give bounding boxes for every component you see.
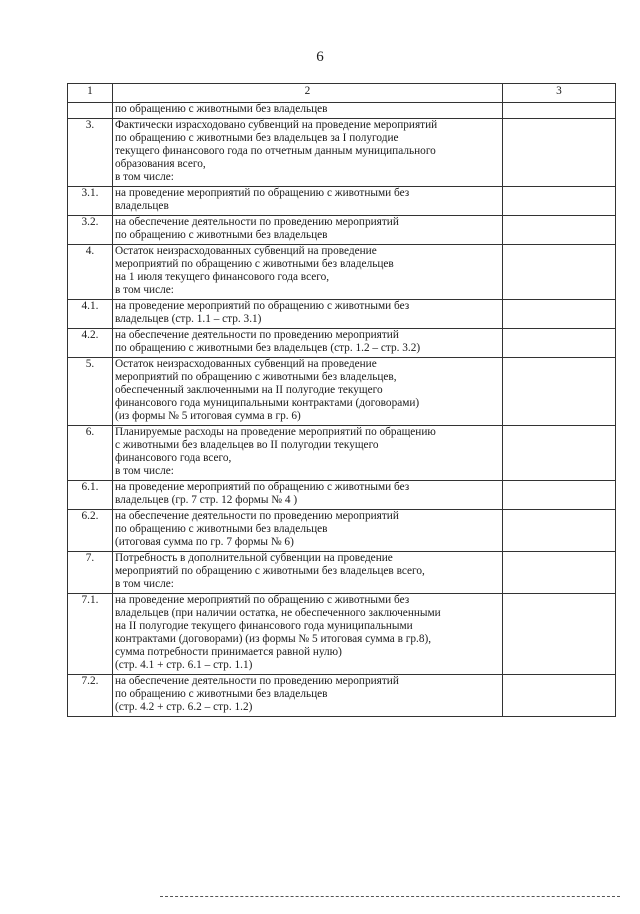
- row-description: на проведение мероприятий по обращению с животными без владельцев: [113, 187, 503, 216]
- row-value-cell: [503, 552, 616, 594]
- row-value-cell: [503, 119, 616, 187]
- row-value-cell: [503, 329, 616, 358]
- row-number: 6.2.: [68, 510, 113, 552]
- row-description: на проведение мероприятий по обращению с животными без владельцев (при наличии остатка, не обеспеченного заключенными на II полугодие текущего финансового года муниципальными контрактами (договорами) (из формы № 5 итоговая сумма в гр.8), сумма потребности принимается равной нулю) (стр. 4.1 + стр. 6.1 – стр. 1.1): [113, 594, 503, 675]
- row-value-cell: [503, 300, 616, 329]
- table-row: [68, 510, 616, 552]
- row-description: Фактически израсходовано субвенций на проведение мероприятий по обращению с животными без владельцев за I полугодие текущего финансового года по отчетным данным муниципального образования всего, в том числе:: [113, 119, 503, 187]
- row-description: на обеспечение деятельности по проведению мероприятий по обращению с животными без владельцев (итоговая сумма по гр. 7 формы № 6): [113, 510, 503, 552]
- row-description: Потребность в дополнительной субвенции на проведение мероприятий по обращению с животными без владельцев всего, в том числе:: [113, 552, 503, 594]
- row-value-cell: [503, 358, 616, 426]
- table-row: [68, 594, 616, 675]
- table-row: [68, 481, 616, 510]
- row-description: на проведение мероприятий по обращению с животными без владельцев (стр. 1.1 – стр. 3.1): [113, 300, 503, 329]
- report-table: [67, 83, 616, 717]
- table-row: [68, 245, 616, 300]
- table-row: [68, 329, 616, 358]
- table-body: [68, 103, 616, 717]
- row-value-cell: [503, 426, 616, 481]
- row-number: 3.2.: [68, 216, 113, 245]
- row-description: на обеспечение деятельности по проведению мероприятий по обращению с животными без владельцев: [113, 216, 503, 245]
- row-description: на обеспечение деятельности по проведению мероприятий по обращению с животными без владельцев (стр. 4.2 + стр. 6.2 – стр. 1.2): [113, 675, 503, 717]
- table-row: [68, 675, 616, 717]
- row-number: 4.1.: [68, 300, 113, 329]
- row-description: по обращению с животными без владельцев: [113, 103, 503, 119]
- row-number: 7.1.: [68, 594, 113, 675]
- footer-line: [160, 896, 620, 899]
- page-number: 6: [316, 49, 324, 65]
- row-number: 7.: [68, 552, 113, 594]
- table-row: [68, 426, 616, 481]
- table-header-row: [68, 84, 616, 103]
- row-number: 6.1.: [68, 481, 113, 510]
- table-row: [68, 216, 616, 245]
- row-number: 3.: [68, 119, 113, 187]
- row-value-cell: [503, 510, 616, 552]
- row-number: 4.2.: [68, 329, 113, 358]
- row-value-cell: [503, 245, 616, 300]
- table-row: [68, 358, 616, 426]
- row-number: 5.: [68, 358, 113, 426]
- row-description: на проведение мероприятий по обращению с животными без владельцев (гр. 7 стр. 12 формы № 4 ): [113, 481, 503, 510]
- row-number: [68, 103, 113, 119]
- row-description: на обеспечение деятельности по проведению мероприятий по обращению с животными без владельцев (стр. 1.2 – стр. 3.2): [113, 329, 503, 358]
- row-value-cell: [503, 675, 616, 717]
- row-value-cell: [503, 187, 616, 216]
- table-row: [68, 552, 616, 594]
- row-value-cell: [503, 216, 616, 245]
- table-row: [68, 300, 616, 329]
- column-header-3: 3: [503, 84, 616, 103]
- row-description: Остаток неизрасходованных субвенций на проведение мероприятий по обращению с животными без владельцев, обеспеченный заключенными на II полугодие текущего финансового года муниципальными контрактами (договорами) (из формы № 5 итоговая сумма в гр. 6): [113, 358, 503, 426]
- row-description: Остаток неизрасходованных субвенций на проведение мероприятий по обращению с животными без владельцев на 1 июля текущего финансового года всего, в том числе:: [113, 245, 503, 300]
- row-number: 6.: [68, 426, 113, 481]
- row-value-cell: [503, 594, 616, 675]
- row-number: 7.2.: [68, 675, 113, 717]
- table-row: [68, 187, 616, 216]
- row-number: 3.1.: [68, 187, 113, 216]
- row-value-cell: [503, 103, 616, 119]
- row-number: 4.: [68, 245, 113, 300]
- row-value-cell: [503, 481, 616, 510]
- row-description: Планируемые расходы на проведение мероприятий по обращению с животными без владельцев во II полугодии текущего финансового года всего, в том числе:: [113, 426, 503, 481]
- table-row: [68, 103, 616, 119]
- table-row: [68, 119, 616, 187]
- column-header-1: 1: [68, 84, 113, 103]
- column-header-2: 2: [113, 84, 503, 103]
